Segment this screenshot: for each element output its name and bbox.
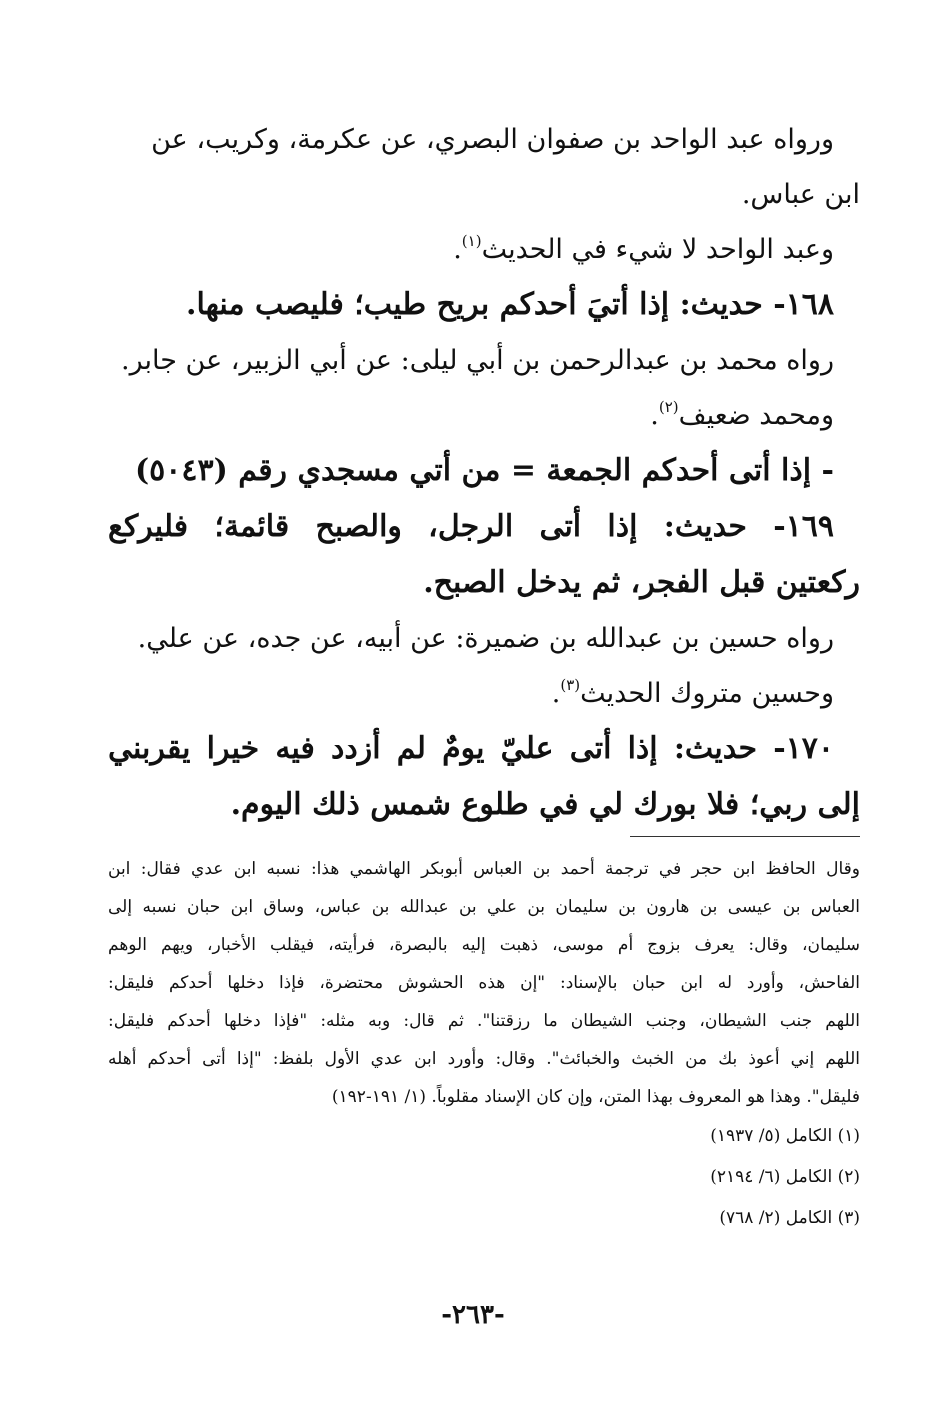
footnote-1: (١) الكامل (٥/ ١٩٣٧) xyxy=(710,1126,860,1146)
hadith-169 xyxy=(108,499,860,611)
footnote-divider xyxy=(630,836,860,837)
footnote-ref: (١) xyxy=(461,232,482,250)
note-line: الفاحش، وأورد له ابن حبان بالإسناد: "إن هذه الحشوش محتضرة، فإذا دخلها أحدكم فليقل: xyxy=(108,973,860,993)
paragraph-line xyxy=(108,388,860,443)
paragraph-line xyxy=(108,333,860,388)
hadith-170 xyxy=(108,721,860,833)
note-line: اللهم إني أعوذ بك من الخبث والخبائث". وقال: وأورد ابن عدي الأول بلفظ: "إذا أتى أحدكم أهله xyxy=(108,1049,860,1069)
text-span: ومحمد ضعيف xyxy=(678,400,834,431)
note-line: وقال الحافظ ابن حجر في ترجمة أحمد بن العباس أبوبكر الهاشمي هذا: نسبه ابن عدي فقال: ابن xyxy=(108,859,860,879)
text-span: وحسين متروك الحديث xyxy=(580,678,834,709)
paragraph-line xyxy=(108,611,860,666)
note-line: اللهم جنب الشيطان، وجنب الشيطان ما رزقتنا". ثم قال: وبه مثله: "فإذا دخلها أحدكم فليقل: xyxy=(108,1011,860,1031)
hadith-heading: إلى ربي؛ فلا بورك لي في طلوع شمس ذلك اليوم. xyxy=(230,787,860,822)
paragraph-line xyxy=(108,222,860,277)
paragraph-line xyxy=(108,666,860,721)
note-line: فليقل". وهذا هو المعروف بهذا المتن، وإن كان الإسناد مقلوباً. (١/ ١٩١-١٩٢) xyxy=(331,1087,860,1107)
page-number: -٢٦٣- xyxy=(441,1300,505,1330)
hadith-168 xyxy=(108,277,860,333)
text-span: ابن عباس. xyxy=(741,179,860,210)
footnote-ref: (٣) xyxy=(560,676,581,694)
footnote-2: (٢) الكامل (٦/ ٢١٩٤) xyxy=(710,1167,860,1187)
crossref-heading: - إذا أتى أحدكم الجمعة = من أتي مسجدي رقم (٥٠٤٣) xyxy=(134,453,834,488)
text-span: وعبد الواحد لا شيء في الحديث xyxy=(481,234,834,265)
footnotes xyxy=(108,850,860,1239)
note-line: سليمان، وقال: يعرف بزوج أم موسى، ذهبت إليه بالبصرة، فرأيته، فيقلب الأخبار، ويهم الوهم xyxy=(108,935,860,955)
footnote-3: (٣) الكامل (٢/ ٧٦٨) xyxy=(719,1208,860,1228)
hadith-heading: ١٦٨- حديث: إذا أتيَ أحدكم بريح طيب؛ فليصب منها. xyxy=(186,287,834,322)
footnote-ref: (٢) xyxy=(658,398,679,416)
paragraph-line xyxy=(108,112,860,167)
hadith-heading: ١٧٠- حديث: إذا أتى عليّ يومٌ لم أزدد فيه خيرا يقربني xyxy=(108,731,834,766)
hadith-heading: ركعتين قبل الفجر، ثم يدخل الصبح. xyxy=(423,565,860,600)
paragraph-line xyxy=(108,167,860,222)
text-span: رواه محمد بن عبدالرحمن بن أبي ليلى: عن أبي الزبير، عن جابر. xyxy=(121,345,834,376)
text-span: . xyxy=(551,678,561,709)
note-line: العباس بن عيسى بن هارون بن سليمان بن علي بن عبدالله بن عباس، وساق ابن حبان نسبه إلى xyxy=(108,897,860,917)
main-text xyxy=(108,112,860,833)
text-span: رواه حسين بن عبدالله بن ضميرة: عن أبيه، عن جده، عن علي. xyxy=(137,623,834,654)
text-span: . xyxy=(453,234,462,265)
text-span: . xyxy=(650,400,659,431)
cross-reference xyxy=(108,443,860,499)
hadith-heading: ١٦٩- حديث: إذا أتى الرجل، والصبح قائمة؛ فليركع xyxy=(108,509,834,544)
text-span: ورواه عبد الواحد بن صفوان البصري، عن عكرمة، وكريب، عن xyxy=(151,124,834,155)
